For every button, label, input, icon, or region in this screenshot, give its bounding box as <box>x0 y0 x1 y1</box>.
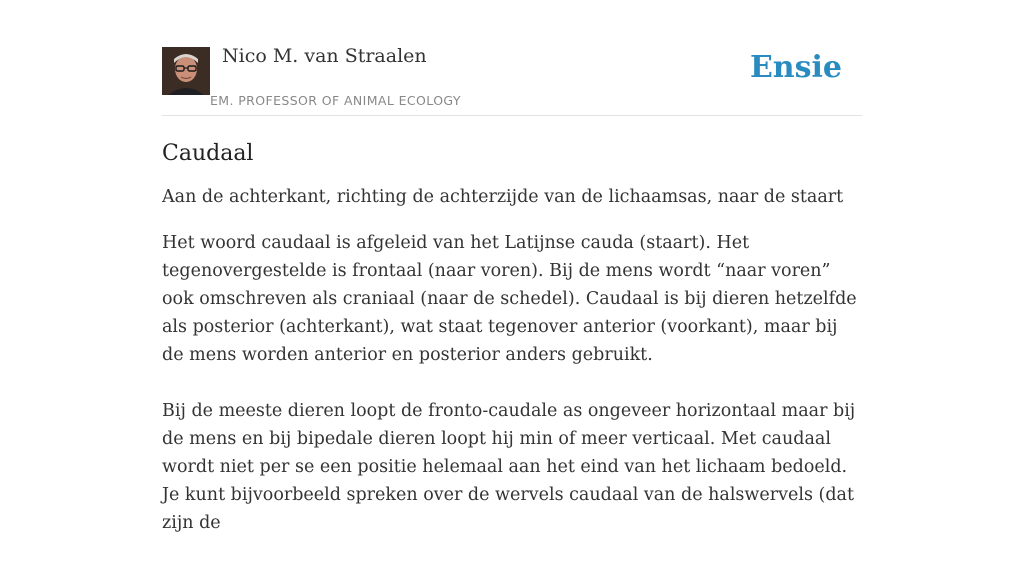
article <box>162 139 862 565</box>
article-paragraph: Bij de meeste dieren loopt de fronto-caudale as ongeveer horizontaal maar bij de mens en bij bipedale dieren loopt hij min of meer verticaal. Met caudaal wordt niet per se een positie helemaal aan het eind van het lichaam bedoeld. Je kunt bijvoorbeeld spreken over de wervels caudaal van de halswervels (dat zijn de <box>162 401 856 533</box>
article-paragraph: Het woord caudaal is afgeleid van het Latijnse cauda (staart). Het tegenovergestelde is frontaal (naar voren). Bij de mens wordt “naar voren” ook omschreven als craniaal (naar de schedel). Caudaal is bij dieren hetzelfde als posterior (achterkant), wat staat tegenover anterior (voorkant), maar bij de mens worden anterior en posterior anders gebruikt. <box>162 233 857 365</box>
header-divider <box>162 115 862 116</box>
author-title: EM. PROFESSOR OF ANIMAL ECOLOGY <box>210 93 461 108</box>
author-avatar <box>162 47 210 95</box>
article-title: Caudaal <box>162 141 254 166</box>
author-photo <box>162 47 210 95</box>
article-lead: Aan de achterkant, richting de achterzijde van de lichaamsas, naar de staart <box>162 187 844 207</box>
author-name[interactable]: Nico M. van Straalen <box>222 45 427 67</box>
ensie-logo[interactable]: Ensie <box>749 50 842 85</box>
